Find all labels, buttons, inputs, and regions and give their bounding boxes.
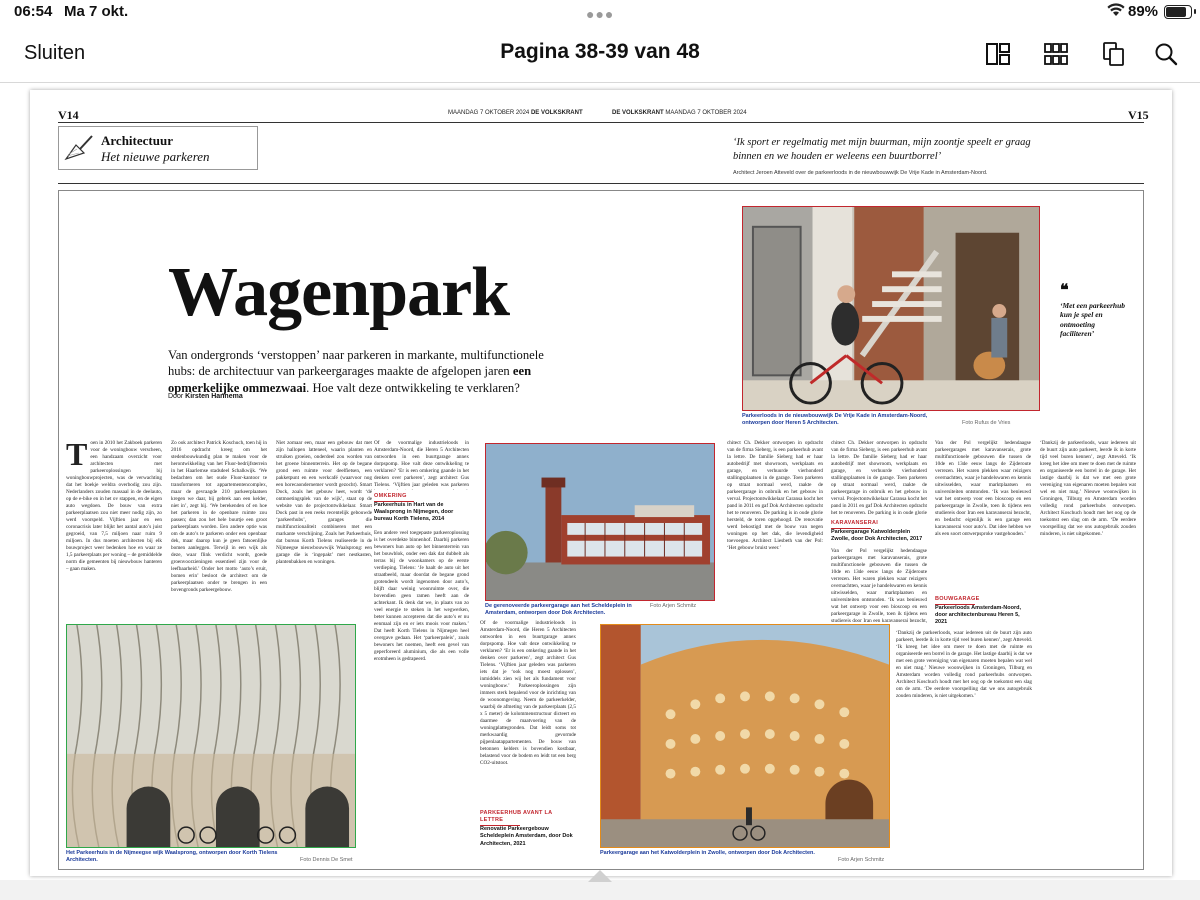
byline-author: Kirsten Hannema (185, 393, 243, 400)
body-column-7a: chitect Ch. Dekker ontworpen in opdracht van de firma Sieberg, is een parkeerhub avant la lettre. De familie Sieberg had er haar autobedrijf met showroom, werkplaats en garage, en verhuurde vierhonderd stallingsplaatsen in de garage. Toen parkeren op straat normaal werd, raakte de parkeergarage in onbruik en het gebouw in verval. Projectontwikkelaar Caransa kocht het pand in 2011 en gaf Dok Architecten opdracht het te renoveren. De parking is in oude glorie (831, 440, 927, 516)
multitasking-dots-icon[interactable]: ●●● (586, 6, 615, 22)
body-column-1 (66, 440, 162, 623)
right-paper-name: DE VOLKSKRANT (612, 110, 664, 116)
body-column-2: Zo ook architect Patrick Koschuch, toen hij in 2016 opdracht kreeg om het stedenbouwkundig plan te maken voor de herontwikkeling van het Fluor-bedrijfsterrein in het Haarlemse stadsdeel Schalkwijk. ‘We bedachten om het oude Fluor-kantoor te transformeren tot appartementencomplex, maar de gevraagde 210 parkeerplaatsen kregen we daar, bij gebrek aan een kelder, niet in’, zegt hij. ‘We berekenden of en hoe het parkeren in de openbare ruimte zou passen; dan zou het hele buurtje een groot parkeerplaats worden. Een andere optie was om de auto’s te parkeren onder een openbaar dek, maar daarop kun je geen fatsoenlijke bomen aanleggen. Terwijl in een wijk als deze, waar flink verdicht wordt, goede groenvoorzieningen essentieel zijn voor de leefbaarheid.’ Onder het motto ‘auto’s eruit, bomen erin’ besloot de architect om de parkeerplaatsen onder te brengen in een bovengronds parkeergebouw. (171, 440, 267, 594)
right-page-date (612, 110, 747, 116)
pull-quote-text: ‘Met een parkeerhub kun je spel en ontmoeting faciliteren’ (1060, 301, 1125, 339)
photo-vrije-kade[interactable] (742, 206, 1040, 411)
body-column-4a: Of de voormalige industrieloods in Amsterdam-Noord, die Heren 5 Architecten ontworden in een buurtgarage annex dorpspomp. Hoe valt deze ontwikkeling te verklaren? ‘Er is een omkering gaande in het denken over parkeren’, zegt architect Gus Tielens. ‘Vijftien jaar geleden was parkeren (374, 440, 469, 489)
layout-icon[interactable] (984, 40, 1012, 68)
battery-level (1166, 7, 1186, 17)
info-box-karavanserai (831, 520, 927, 543)
intro-part-2: . Hoe valt deze ontwikkeling te verklaren? (306, 380, 520, 395)
page-title: Pagina 38-39 van 48 (500, 40, 700, 63)
info-box-title: Parkeergarage Katwolderplein Zwolle, door Dok Architecten, 2017 (831, 529, 923, 543)
caption-scheldeplein: De gerenoveerde parkeergarage aan het Scheldeplein in Amsterdam, ontworpen door Dok Architecten. (485, 603, 632, 616)
credit-vrije-kade: Foto Rufus de Vries (962, 420, 1011, 426)
section-label (58, 126, 258, 170)
close-button[interactable]: Sluiten (24, 42, 86, 64)
page-indicator-caret-icon[interactable] (588, 870, 612, 882)
info-box-label: PARKEERHUB AVANT LA LETTRE (480, 810, 576, 826)
photo-katwolderplein[interactable] (600, 624, 890, 848)
body-column-4: Of de voormalige industrieloods in Amsterdam-Noord, die Heren 5 Architecten ontworden in een buurtgarage annex dorpspomp. Hoe valt deze ontwikkeling te verklaren? ‘Er is een omkering gaande in het denken over parkeren’, zegt architect Gus Tielens. ‘Vijftien jaar geleden was parkeren iets dat je ‘ook nog moest oplossen’, inmiddels zien wij het als fundament voor woningbouw.’ Parkeeroplossingen zijn immers sterk bepalend voor de inrichting van de woonomgeving. Neem de parkeerkelder, waarbij de afmeting van de parkeerplaats (2,5 x 5 meter) de kolommenstructuur dicteert en daarmee de maatvoering van de woningplattegronden. Dat leidt soms tot merkwaardig gevormde pijpenlaatappartementen. De bouw van betonnen kelders is bovendien kostbaar, belastend voor de bodem en leidt tot een berg CO2-uitstoot. (480, 620, 576, 767)
caption-vrije-kade: Parkeerloods in de nieuwbouwwijk De Vrije Kade in Amsterdam-Noord, ontworpen door Heren 5 Architecten. (742, 413, 928, 426)
credit-waalsprong: Foto Dennis De Smet (300, 857, 353, 863)
newspaper-page[interactable] (30, 90, 1172, 876)
left-page-number: V14 (58, 108, 79, 122)
status-date: Ma 7 okt. (64, 3, 129, 20)
wifi-icon (1106, 2, 1126, 22)
credit-scheldeplein: Foto Arjen Schmitz (650, 603, 697, 609)
info-box-title: Parkeerloods Amsterdam-Noord, door architectenbureau Heren 5, 2021 (935, 605, 1021, 626)
info-box-label: BOUWGARAGE (935, 596, 1031, 605)
trowel-icon (62, 131, 96, 165)
body-column-8b: ‘Dankzij de parkeerloods, waar iedereen uit de buurt zijn auto parkeert, leerde ik in korte tijd veel buren kennen’, zegt Atteveld. ‘Ik kreeg het idee om meer te doen met de ruimte en organiseerde een borrel in de garage. Het lastige daarbij is dat we met een grote vereniging van eigenaren moeten bepalen wat wel en niet mag.’ Nieuwe woonwijken in Groningen, Tilburg en Amsterdam worden volledig rond parkeerhubs ontworpen. Architect Koschuch houdt met het oog op de toekomst een slag om de arm. ‘De eerdere voorspelling dat we ons autogebruik zouden minderen, is niet uitgekomen.’ (896, 630, 1032, 700)
info-box-parkeerhub (480, 810, 576, 848)
right-date-text: MAANDAG 7 OKTOBER 2024 (665, 110, 747, 116)
section-title: Architectuur (101, 133, 173, 148)
intro-text (168, 347, 568, 396)
left-date-text: MAANDAG 7 OKTOBER 2024 (448, 110, 530, 116)
body-column-5: Een andere veel toegepaste parkeeroplossing is het overdekte binnenhof. Daarbij parkeren bewoners hun auto op het binnenterrein van het bouwblok, onder een dak dat dubbelt als terras bij de woonkamers op de eerste verdieping. Tielens: ‘Je haalt de auto uit het straatbeeld, maar doordat de begane grond grotendeels wordt ingenomen door auto’s, blijft daar weinig woonruimte over, die bovendien geen ramen heeft aan de achterkant. Ik denk dat we, in plaats van zo veel energie te steken in het wegwerken, beter kunnen accepteren dat die auto’s er nu eenmaal zijn en er iets moois voor maken.’ Dat heeft Korth Tielens in Nijmegen heel overgave gedaan. Het ‘parkeerpaleis’, zoals bewoners het noemen, heeft een gevel van geperforeerd aluminium, die als een volle erotmheen is gedrapeerd. (374, 530, 469, 663)
byline-prefix: Door (168, 393, 184, 400)
body-column-6: chitect Ch. Dekker ontworpen in opdracht van de firma Sieberg, is een parkeerhub avant la lettre. De familie Sieberg had er haar autobedrijf met showroom, werkplaats en garage, en verhuurde vierhonderd stallingsplaatsen in de garage. Toen parkeren op straat normaal werd, raakte de parkeergarage in onbruik en het gebouw in verval. Projectontwikkelaar Caransa kocht het pand in 2011 en gaf Dok Architecten opdracht het te renoveren. De parking is in oude glorie hersteld, de toren opgehoogd. De renovatie werd bekostigd met de bouw van negen woningen op het dak, die levendigheid toevoegen. Architect Liesbeth van der Pol: ‘Het gebouw bruist weer.’ (727, 440, 823, 552)
body-column-8: ‘Dankzij de parkeerloods, waar iedereen uit de buurt zijn auto parkeert, leerde ik in korte tijd veel buren kennen’, zegt Atteveld. ‘Ik kreeg het idee om meer te doen met de ruimte en organiseerde een borrel in de garage. Het lastige daarbij is dat we met een grote vereniging van eigenaren moeten bepalen wat wel en niet mag.’ Nieuwe woonwijken in Groningen, Tilburg en Amsterdam worden volledig rond parkeerhubs ontworpen. Architect Koschuch houdt met het oog op de toekomst een slag om de arm. ‘De eerdere voorspelling dat we ons autogebruik zouden minderen, is niet uitgekomen.’ (1040, 440, 1136, 538)
info-box-bouwgarage (935, 596, 1031, 627)
left-paper-name: DE VOLKSKRANT (530, 110, 583, 116)
pull-quote (1060, 283, 1130, 339)
grid-icon[interactable] (1042, 40, 1070, 68)
info-box-title: Parkeerhuis in Hart van de Waalsprong in Nijmegen, door bureau Korth Tielens, 2014 (374, 502, 454, 523)
info-box-title: Renovatie Parkeergebouw Scheldeplein Amsterdam, door Dok Architecten, 2021 (480, 826, 573, 847)
info-box-label: OMKERING (374, 493, 469, 502)
copy-icon[interactable] (1100, 40, 1128, 68)
headline: Wagenpark (168, 254, 510, 331)
navigation-bar (0, 26, 1200, 82)
body-column-7b: Van der Pol vergelijkt hedendaagse parkeergarages met karavanserais, grote multifunctionele gebouwen die tussen de 10de en 13de eeuw langs de Zijderoute verrezen. Het waren plekken waar reizigers overnachtten, waar je handelswaren en kennis uitwisselden, waar marktplaatsen en universiteiten ontstonden. ‘Ik was benieuwd wat het ontwerp voor een bioscoop en een parkeergarage in Zwolle, toen ik tijdens een studiereis door Iran een karavanserai bezocht, en bedacht: eigenlijk is een garage een karavanserai voor auto’s. Dat idee hebben we als een soort ontwerpsproke vastgehouden.’ (935, 440, 1031, 538)
battery-percent: 89% (1128, 3, 1159, 20)
page-bottom-bar (0, 880, 1200, 900)
masthead-rule (58, 183, 1144, 184)
section-subtitle: Het nieuwe parkeren (101, 149, 210, 164)
body-column-7: Van der Pol vergelijkt hedendaagse parkeergarages met karavanserais, grote multifunctionele gebouwen die tussen de 10de en 13de eeuw langs de Zijderoute verrezen. Het waren plekken waar reizigers overnachtten, waar je handelswaren en kennis uitwisselden, waar marktplaatsen en universiteiten ontstonden. ‘Ik was benieuwd wat het ontwerp voor een bioscoop en een parkeergarage in Zwolle, toen ik tijdens een studiereis door Iran een karavanserai bezocht, (831, 548, 927, 623)
drop-cap: T (66, 440, 88, 472)
byline (168, 393, 243, 400)
left-page-date (448, 110, 583, 116)
battery-icon (1164, 5, 1192, 19)
caption-katwolderplein: Parkeergarage aan het Katwolderplein in Zwolle, ontworpen door Dok Architecten. (600, 850, 815, 856)
search-icon[interactable] (1152, 40, 1180, 68)
top-quote-credit: Architect Jeroen Atteveld over de parkeerloods in de nieuwbouwwijk De Vrije Kade in Amsterdam-Noord. (733, 170, 988, 176)
intro-bold: een opmerkelijke ommezwaai (168, 364, 532, 395)
header-rule (58, 122, 1144, 123)
status-time: 06:54 (14, 3, 53, 20)
navbar-divider (0, 82, 1200, 83)
status-bar (0, 0, 1200, 24)
photo-waalsprong[interactable] (66, 624, 356, 848)
info-box-label: KARAVANSERAI (831, 520, 927, 529)
right-page-number: V15 (1128, 108, 1149, 122)
quote-marks-icon: ❝ (1060, 282, 1069, 299)
top-quote: ‘Ik sport er regelmatig met mijn buurman, mijn zoontje speelt er graag binnen en we houden er weleens een buurtborrel’ (733, 137, 1031, 162)
intro-part-1: Van ondergronds ‘verstoppen’ naar parkeren in markante, multifunctionele hubs: de architectuur van parkeergarages maakte de afgelopen jaren (168, 348, 544, 379)
body-column-1-text: oen in 2010 het Zakboek parkeren voor de woningbouw verscheen, een handzaam overzicht voor architecten met parkeeroplossingen bij woningbouwprojecten, was de verwachting dat het boekje weldra overbodig zou zijn. Nederlanders zouden massaal in de deelauto, op de e-bike en in het ov stappen, en de eigen auto wegdoen. De bouw van extra parkeerplaatsen zou niet meer nodig zijn, zo werd voorspeld. Vijftien jaar en een coronacrisis later blijkt het aantal auto’s juist gegroeid, van 7,5 miljoen naar ruim 9 miljoen. In dus moeten architecten bij elk bouwproject weer bedenken hoe en waar ze 1,5 parkeerplaats per woning – de gemiddelde norm die gemeenten bij nieuwbouw hanteren – gaan maken. (66, 440, 162, 573)
caption-waalsprong: Het Parkeerhuis in de Nijmeegse wijk Waalsprong, ontworpen door Korth Tielens Architecten. (66, 850, 278, 863)
info-box-omkering (374, 493, 469, 524)
body-column-3: Niet zomaar een, maar een gebouw dat met zijn hallopen latteneel, waarin planten en struiken groeien, onderdeel zou worden van het groene binnenterrein. Het op de begane grond een ruimte voor deelfietsen, een pakketpunt en een werkcafé (waarvoor nog een horecaondernemer wordt gezocht). Smart Dock, zoals het gebouw heet, wordt ‘dé ontmoetingsplek van de wijk’, staat op de website van de projectontwikkelaar. Smart Dock past in een reeks recentelijk gebouwde ‘parkeerhubs’, garages die multifunctionaliteit combineren met een markante verschijning. Zoals het Parkeerhuis, dat bureau Korth Tielens realiseerde in de Nijmeegse nieuwbouwwijk Waalsprong: een garage die is ‘ingepakt’ met nestkasten, plantenbakken en woningen. (276, 440, 372, 566)
photo-scheldeplein[interactable] (485, 443, 715, 601)
credit-katwolderplein: Foto Arjen Schmitz (838, 857, 885, 863)
